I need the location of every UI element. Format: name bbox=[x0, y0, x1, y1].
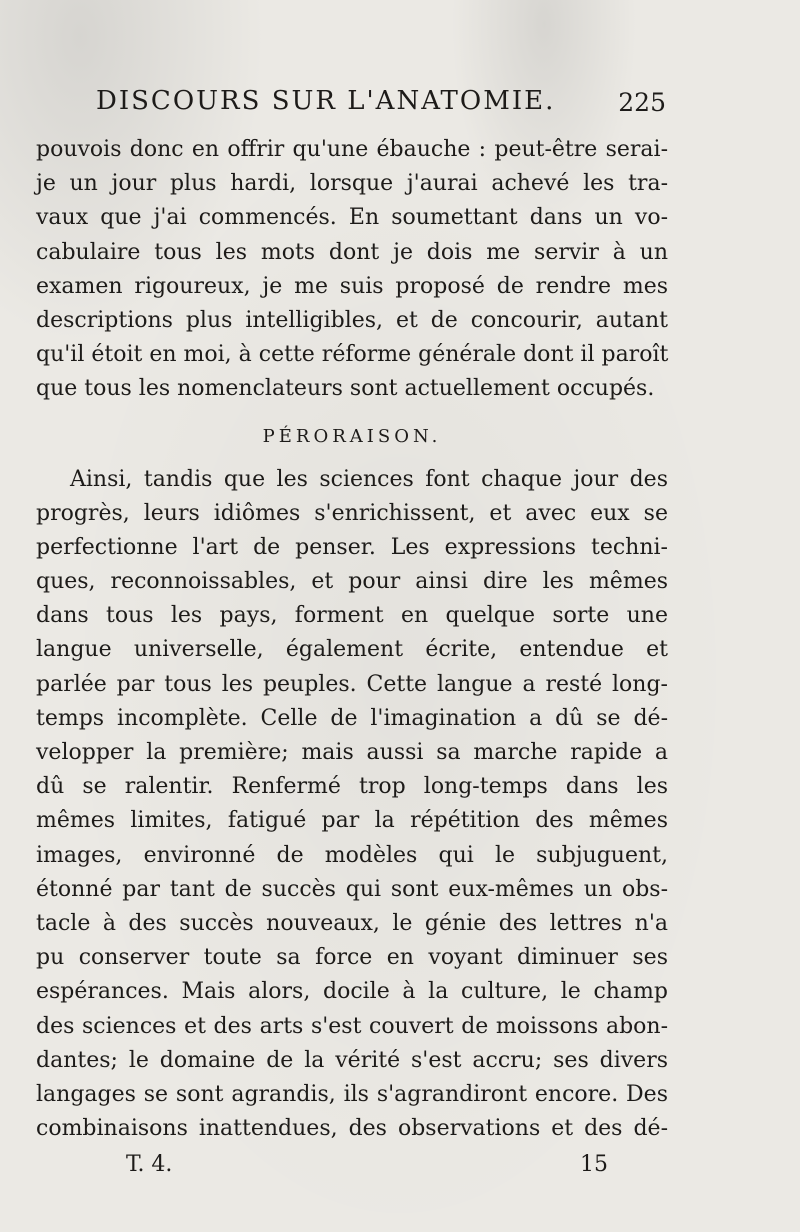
page-footer bbox=[126, 1152, 608, 1192]
text-line: tacle à des succès nouveaux, le génie des lettres n'a bbox=[36, 910, 668, 936]
page-number: 225 bbox=[618, 88, 666, 117]
text-line: espérances. Mais alors, docile à la culture, le champ bbox=[36, 979, 668, 1005]
section-heading: PÉRORAISON. bbox=[262, 425, 442, 447]
text-line: dans tous les pays, forment en quelque sorte une bbox=[36, 603, 668, 629]
text-line: examen rigoureux, je me suis proposé de rendre mes bbox=[36, 273, 668, 299]
text-line: pu conserver toute sa force en voyant diminuer ses bbox=[36, 945, 668, 971]
running-title: DISCOURS SUR L'ANATOMIE. bbox=[96, 86, 556, 116]
text-line: je un jour plus hardi, lorsque j'aurai achevé les tra- bbox=[36, 171, 668, 197]
text-line: pouvois donc en offrir qu'une ébauche : peut-être serai- bbox=[36, 137, 668, 162]
text-line: progrès, leurs idiômes s'enrichissent, et avec eux se bbox=[36, 500, 668, 526]
text-line: que tous les nomenclateurs sont actuellement occupés. bbox=[36, 376, 655, 402]
text-line: mêmes limites, fatigué par la répétition des mêmes bbox=[36, 808, 668, 834]
text-line: descriptions plus intelligibles, et de concourir, autant bbox=[36, 307, 668, 333]
text-line: dû se ralentir. Renfermé trop long-temps dans les bbox=[36, 774, 668, 800]
text-line: parlée par tous les peuples. Cette langue a resté long- bbox=[36, 671, 668, 697]
text-line: Ainsi, tandis que les sciences font chaque jour des bbox=[70, 466, 668, 492]
text-line: étonné par tant de succès qui sont eux-mêmes un obs- bbox=[36, 876, 668, 902]
text-line: images, environné de modèles qui le subjuguent, bbox=[36, 842, 668, 868]
text-line: perfectionne l'art de penser. Les expressions techni- bbox=[36, 534, 668, 560]
text-block bbox=[36, 133, 668, 1146]
text-line: velopper la première; mais aussi sa marche rapide a bbox=[36, 740, 668, 765]
text-line: des sciences et des arts s'est couvert de moissons abon- bbox=[36, 1013, 668, 1039]
text-line: cabulaire tous les mots dont je dois me servir à un bbox=[36, 239, 668, 265]
catchword: 15 bbox=[580, 1152, 608, 1177]
signature-mark: T. 4. bbox=[126, 1152, 173, 1177]
text-line: vaux que j'ai commencés. En soumettant dans un vo- bbox=[36, 205, 668, 231]
text-line: langue universelle, également écrite, entendue et bbox=[36, 637, 668, 663]
text-line: qu'il étoit en moi, à cette réforme générale dont il paroît bbox=[36, 342, 669, 368]
text-line: combinaisons inattendues, des observations et des dé- bbox=[36, 1116, 668, 1142]
text-line: temps incomplète. Celle de l'imagination a dû se dé- bbox=[36, 705, 668, 731]
text-line: langages se sont agrandis, ils s'agrandiront encore. Des bbox=[36, 1081, 668, 1107]
text-line: dantes; le domaine de la vérité s'est accru; ses divers bbox=[36, 1047, 668, 1073]
running-head bbox=[96, 86, 666, 126]
text-line: ques, reconnoissables, et pour ainsi dire les mêmes bbox=[36, 569, 668, 595]
